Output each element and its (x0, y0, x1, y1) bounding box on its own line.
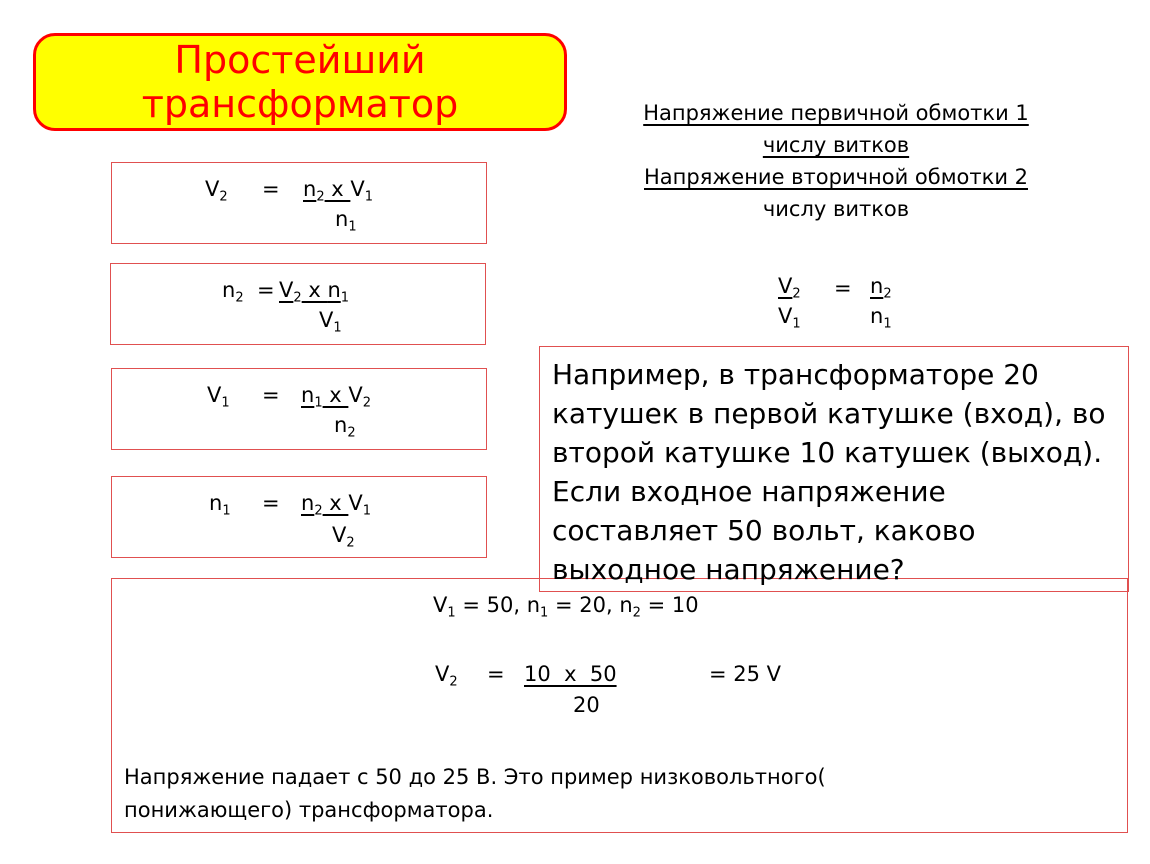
formula-3-denominator: $n_2$ (334, 413, 356, 441)
formula-box-3 (111, 368, 487, 450)
calc-lhs: $V_2$ (435, 662, 458, 690)
ratio-right-denominator: $n_1$ (870, 304, 892, 332)
ratio-right-numerator: $n_2$ (870, 274, 892, 302)
formula-2-denominator: $V_1$ (319, 308, 342, 336)
calc-numerator: 10 x 50 (524, 662, 617, 686)
rule-line-1: Напряжение первичной обмотки 1 (643, 101, 1029, 125)
conclusion-line-2: понижающего) трансформатора. (124, 798, 494, 822)
formula-box-1 (111, 162, 487, 244)
formula-4-numerator: $n_2$ x $V_1$ (301, 491, 372, 519)
calc-result: = 25 V (709, 662, 782, 686)
title-line-2: трансформатор (141, 82, 459, 126)
ratio-left-numerator: $V_2$ (778, 274, 801, 302)
example-line-5: составляет 50 вольт, каково (552, 514, 976, 547)
formula-4-eq: = (262, 491, 280, 515)
title-banner (33, 33, 567, 131)
formula-box-4 (111, 476, 487, 558)
rule-line-3: Напряжение вторичной обмотки 2 (644, 165, 1028, 189)
ratio-left-denominator: $V_1$ (778, 304, 801, 332)
formula-4-denominator: $V_2$ (332, 523, 355, 551)
formula-1-lhs: $V_2$ (205, 177, 228, 205)
rule-line-4: числу витков (762, 197, 910, 221)
ratio-formula (776, 274, 916, 338)
ratio-eq: = (834, 276, 852, 300)
formula-3-lhs: $V_1$ (207, 383, 230, 411)
rule-line-2: числу витков (762, 133, 910, 157)
formula-2-lhs: $n_2$ (222, 278, 244, 306)
example-line-2: катушек в первой катушке (вход), во (552, 397, 1106, 430)
example-line-4: Если входное напряжение (552, 475, 946, 508)
formula-2-numerator: $V_2$ x $n_1$ (279, 278, 350, 306)
formula-box-2 (110, 263, 486, 345)
given-values: $V_1 = 50$, $n_1 = 20$, $n_2 = 10$ (433, 593, 699, 621)
example-line-1: Например, в трансформаторе 20 (552, 358, 1039, 391)
formula-1-eq: = (262, 177, 280, 201)
formula-1-numerator: $n_2$ x $V_1$ (303, 177, 374, 205)
conclusion-line-1: Напряжение падает с 50 до 25 В. Это пример низковольтного( (124, 765, 826, 789)
formula-3-eq: = (262, 383, 280, 407)
formula-1-denominator: $n_1$ (335, 207, 357, 235)
example-line-6: выходное напряжение? (552, 553, 905, 586)
solution-box (111, 578, 1128, 833)
voltage-turns-rule (580, 97, 1092, 225)
example-line-3: второй катушке 10 катушек (выход). (552, 436, 1103, 469)
example-box (539, 346, 1129, 592)
formula-2-eq: = (257, 278, 275, 302)
conclusion (124, 761, 826, 827)
calc-denominator: 20 (573, 693, 600, 717)
calc-eq: = (487, 662, 505, 686)
formula-4-lhs: $n_1$ (209, 491, 231, 519)
title-line-1: Простейший (174, 38, 426, 82)
formula-3-numerator: $n_1$ x $V_2$ (301, 383, 372, 411)
